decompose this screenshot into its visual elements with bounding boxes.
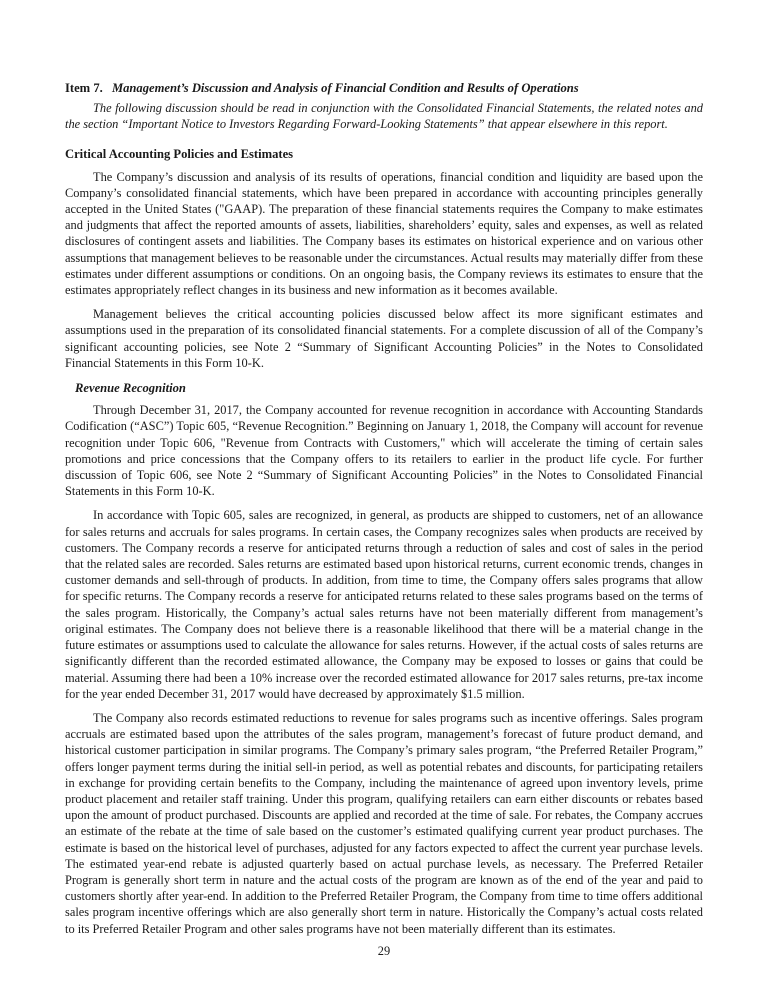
subsection-heading: Revenue Recognition [75, 381, 186, 396]
section-heading: Critical Accounting Policies and Estimates [65, 147, 294, 162]
body-paragraph: Through December 31, 2017, the Company accounted for revenue recognition in accordance with Accounting Standards Codification (“ASC”) Topic 605, “Revenue Recognition.” Beginning on January 1, 2018, the Company will account for revenue recognition under Topic 606, "Revenue from Contracts with Customers," which will accelerate the timing of certain sales promotions and price concessions that the Company offers to its retailers to earlier in the product life cycle. For further discussion of Topic 606, see Note 2 “Summary of Significant Accounting Policies” in the Notes to Consolidated Financial Statements in this Form 10-K. [65, 403, 703, 499]
item-title: Management’s Discussion and Analysis of Financial Condition and Results of Operations [111, 81, 579, 95]
item-heading [65, 80, 703, 96]
document-page [65, 80, 703, 945]
intro-paragraph: The following discussion should be read in conjunction with the Consolidated Financial Statements, the related notes and the section “Important Notice to Investors Regarding Forward-Looking Statements” that appear elsewhere in this report. [65, 101, 703, 132]
body-paragraph: The Company’s discussion and analysis of its results of operations, financial condition and liquidity are based upon the Company’s consolidated financial statements, which have been prepared in accordance with accounting principles generally accepted in the United States ("GAAP). The preparation of these financial statements requires the Company to make estimates and judgments that affect the reported amounts of assets, liabilities, shareholders’ equity, sales and expenses, as well as related disclosures of contingent assets and liabilities. The Company bases its estimates on historical experience and on various other assumptions that management believes to be reasonable under the circumstances. Actual results may materially differ from these estimates under different assumptions or conditions. On an ongoing basis, the Company reviews its estimates to ensure that the estimates appropriately reflect changes in its business and new information as it becomes available. [65, 169, 703, 298]
body-paragraph: The Company also records estimated reductions to revenue for sales programs such as incentive offerings. Sales program accruals are estimated based upon the attributes of the sales program, management’s forecast of future product demand, and historical customer participation in similar programs. The Company’s primary sales program, “the Preferred Retailer Program,” offers longer payment terms during the initial sell-in period, as well as potential rebates and discounts, for participating retailers in exchange for providing certain benefits to the Company, including the maintenance of agreed upon inventory levels, prime product placement and retailer staff training. Under this program, qualifying retailers can earn either discounts or rebates based upon the amount of product purchased. Discounts are applied and recorded at the time of sale. For rebates, the Company accrues an estimate of the rebate at the time of sale based on the customer’s estimated qualifying current year product purchases. The estimate is based on the historical level of purchases, adjusted for any factors expected to affect the current year purchase levels. The estimated year-end rebate is adjusted quarterly based on actual purchase levels, as necessary. The Preferred Retailer Program is generally short term in nature and the actual costs of the program are known as of the end of the year and paid to customers shortly after year-end. In addition to the Preferred Retailer Program, the Company from time to time offers additional sales program incentive offerings which are also generally short term in nature. Historically the Company’s actual costs related to its Preferred Retailer Program and other sales programs have not been materially different than its estimates. [65, 710, 703, 936]
item-number: Item 7. [65, 81, 103, 95]
body-paragraph: Management believes the critical accounting policies discussed below affect its more significant estimates and assumptions used in the preparation of its consolidated financial statements. For a complete discussion of all of the Company’s significant accounting policies, see Note 2 “Summary of Significant Accounting Policies” in the Notes to Consolidated Financial Statements in this Form 10-K. [65, 307, 703, 370]
body-paragraph: In accordance with Topic 605, sales are recognized, in general, as products are shipped to customers, net of an allowance for sales returns and accruals for sales programs. In certain cases, the Company recognizes sales when products are received by customers. The Company records a reserve for anticipated returns through a reduction of sales and cost of sales in the period that the related sales are recorded. Sales returns are estimated based upon historical returns, current economic trends, changes in customer demands and sell-through of products. In addition, from time to time, the Company offers sales programs that allow for specific returns. The Company records a reserve for anticipated returns related to these sales programs based on the terms of the sales program. Historically, the Company’s actual sales returns have not been materially different from management’s original estimates. The Company does not believe there is a reasonable likelihood that there will be a material change in the future estimates or assumptions used to calculate the allowance for sales returns. However, if the actual costs of sales returns are significantly different than the recorded estimated allowance, the Company may be exposed to losses or gains that could be material. Assuming there had been a 10% increase over the recorded estimated allowance for 2017 sales returns, pre-tax income for the year ended December 31, 2017 would have decreased by approximately $1.5 million. [65, 508, 703, 701]
page-number: 29 [377, 944, 391, 958]
